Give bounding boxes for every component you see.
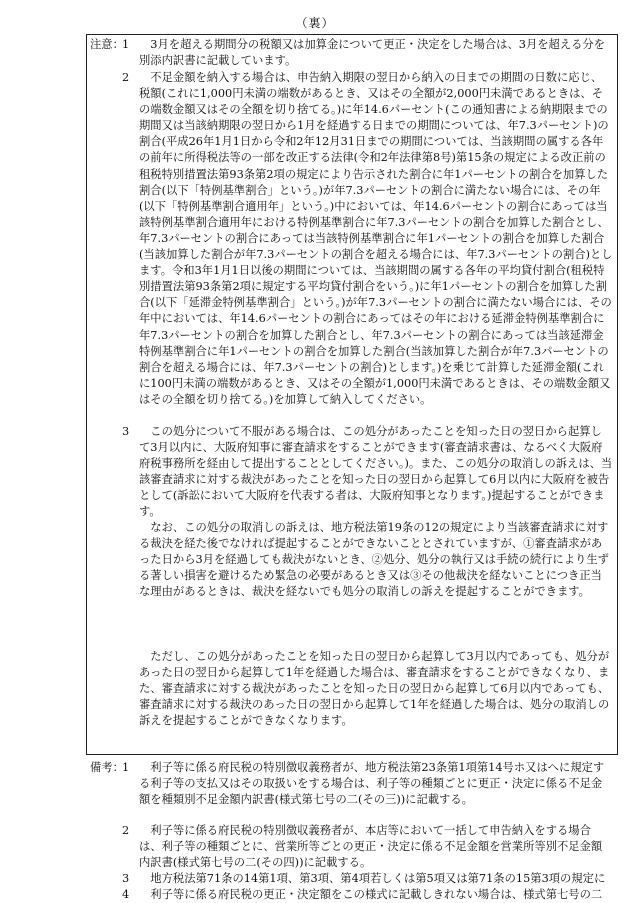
notes-label: 注意： xyxy=(90,38,124,51)
remark-item-2: 利子等に係る府民税の特別徴収義務者が、本店等において一括して申告納入をする場合は、利子等の種類ごとに、営業所等ごとの更正・決定に係る不足金額を営業所等別不足金額内訳書(様式第七号の二(その四))に記載する。 xyxy=(139,824,603,870)
remark-number: 2 xyxy=(122,824,130,837)
remark-item-1: 利子等に係る府民税の特別徴収義務者が、地方税法第23条第1項第14号ホ又はへに規定する利子等の支払又はその取扱いをする場合は、利子等の種類ごとに更正・決定に係る不足金額を種類別不足金額内訳書(様式第七号の二(その三))に記載する。 xyxy=(139,761,605,807)
note-item-3-para-2: なお、この処分の取消しの訴えは、地方税法第19条の12の規定により当該審査請求に対する裁決を経た後でなければ提起することができないこととされていますが、①審査請求があった日から3月を経過しても裁決がないとき、②処分、処分の執行又は手続の続行により生ずる著しい損害を避けるため緊急の必要があるとき又は③その他裁決を経ないことにつき正当な理由があるときは、裁決を経ないでも処分の取消しの訴えを提起することができます。 xyxy=(139,521,609,599)
note-item-1: 3月を超える期間分の税額又は加算金について更正・決定をした場合は、3月を超える分を別添内訳書に記載しています。 xyxy=(139,38,606,68)
remark-number: 3 xyxy=(122,872,130,885)
note-item-2: 不足金額を納入する場合は、申告納入期限の翌日から納入の日までの期間の日数に応じ、税額(これに1,000円未満の端数があるとき、又はその全額が2,000円未満であるときは、その端数金額又はその全額を切り捨てる。)に年14.6パーセント(この通知書による納期限までの期間又は当該納期限の翌日から1月を経過する日までの期間については、年7.3パーセント)の割合(平成26年1月1日から令和2年12月31日までの期間については、当該期間の属する各年の前年に所得税法等の一部を改正する法律(令和2年法律第8号)第15条の規定による改正前の租税特別措置法第93条第2項の規定により告示された割合に年1パーセントの割合を加算した割合(以下「特例基準割合」という。)が年7.3パーセントの割合に満たない場合には、その年(以下「特例基準割合適用年」という。)中においては、年14.6パーセントの割合にあっては当該特例基準割合適用年における特例基準割合に年7.3パーセントの割合を加算した割合とし、年7.3パーセントの割合にあっては当該特例基準割合に年1パーセントの割合を加算した割合(当該加算した割合が年7.3パーセントの割合を超える場合には、年7.3パーセントの割合)とします。令和3年1月1日以後の期間については、当該期間の属する各年の平均貸付割合(租税特別措置法第93条第2項に規定する平均貸付割合をいう。)に年1パーセントの割合を加算した割合(以下「延滞金特例基準割合」という。)が年7.3パーセントの割合に満たない場合には、その年中においては、年14.6パーセントの割合にあってはその年における延滞金特例基準割合に年7.3パーセントの割合を加算した割合とし、年7.3パーセントの割合にあっては当該延滞金特例基準割合に年1パーセントの割合を加算した割合(当該加算した割合が年7.3パーセントの割合を超える場合には、年7.3パーセントの割合)とします。)を乗じて計算した延滞金額(これに100円未満の端数があるとき、又はその全額が1,000円未満であるときは、その端数金額又はその全額を切り捨てる。)を加算して納入してください。 xyxy=(139,71,613,406)
note-item-3-para-3: ただし、この処分があったことを知った日の翌日から起算して3月以内であっても、処分があった日の翌日から起算して1年を経過した場合は、審査請求をすることができなくなり、また、審査請求に対する裁決があったことを知った日の翌日から起算して6月以内であっても、審査請求に対する裁決のあった日の翌日から起算して1年を経過した場合は、処分の取消しの訴えを提起することができなくなります。 xyxy=(139,650,610,728)
remark-item-3: 地方税法第71条の14第1項、第3項、第4項若しくは第5項又は第71条の15第3項の規定に xyxy=(150,872,606,885)
page-title: （裏） xyxy=(295,16,335,30)
remarks-label: 備考： xyxy=(90,761,124,774)
remark-number: 1 xyxy=(122,761,130,774)
note-number: 1 xyxy=(122,38,130,51)
remark-number: 4 xyxy=(122,888,130,901)
note-item-3-para-1: この処分について不服がある場合は、この処分があったことを知った日の翌日から起算して3月以内に、大阪府知事に審査請求をすることができます(審査請求書は、なるべく大阪府 府税事務所を経由して提出することとしてください。)。また、この処分の取消しの訴えは、当該審査請求に対する裁決があったことを知った日の翌日から起算して6月以内に大阪府を被告として(訴訟において大阪府を代表する者は、大阪府知事となります。)提起することができます。 xyxy=(139,425,626,519)
note-number: 2 xyxy=(122,71,130,84)
remark-item-4: 利子等に係る府民税の更正・決定額をこの様式に記載しきれない場合は、様式第七号の二 xyxy=(150,888,603,901)
note-number: 3 xyxy=(122,425,130,438)
